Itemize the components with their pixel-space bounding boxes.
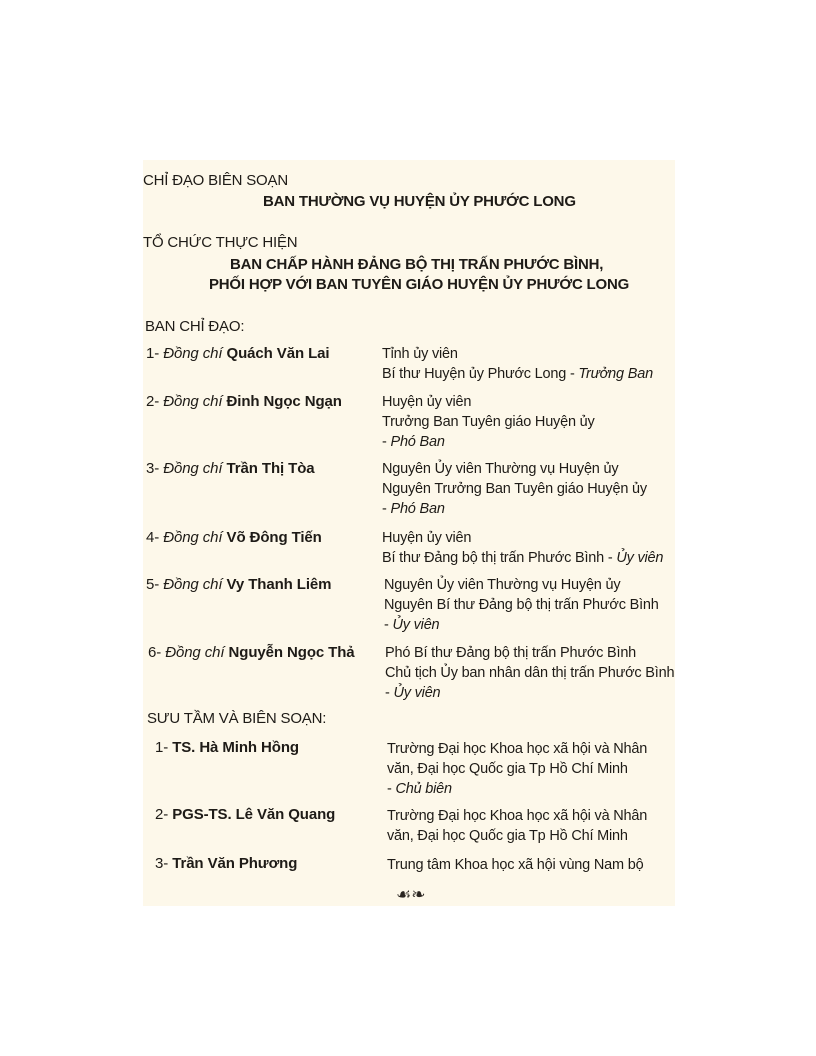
member-roles	[382, 459, 647, 519]
chi-dao-label: CHỈ ĐẠO BIÊN SOẠN	[143, 172, 288, 189]
author-position: Chủ biên	[395, 781, 452, 797]
role-line: Phó Bí thư Đảng bộ thị trấn Phước Bình	[385, 645, 637, 661]
member-name	[146, 460, 315, 477]
member-number: 2-	[146, 393, 160, 410]
author-fullname: Trần Văn Phương	[172, 855, 298, 872]
role-line: -	[382, 501, 391, 517]
author-name	[155, 739, 299, 756]
author-number: 1-	[155, 739, 169, 756]
member-name	[146, 576, 331, 593]
author-fullname: PGS-TS. Lê Văn Quang	[172, 806, 336, 823]
member-number: 6-	[148, 644, 162, 661]
member-roles	[382, 344, 653, 384]
author-roles	[387, 806, 647, 846]
member-fullname: Nguyễn Ngọc Thả	[228, 644, 355, 661]
role-line: Bí thư Huyện ủy Phước Long -	[382, 366, 579, 382]
role-line: Trường Đại học Khoa học xã hội và Nhân	[387, 808, 648, 824]
role-line: Chủ tịch Ủy ban nhân dân thị trấn Phước Bình	[385, 665, 675, 681]
role-line: Huyện ủy viên	[382, 394, 472, 410]
suu-tam-label: SƯU TẦM VÀ BIÊN SOẠN:	[147, 710, 327, 727]
member-position: Ủy viên	[393, 685, 441, 701]
chi-dao-body: BAN THƯỜNG VỤ HUYỆN ỦY PHƯỚC LONG	[263, 193, 576, 210]
member-number: 4-	[146, 529, 160, 546]
role-line: Bí thư Đảng bộ thị trấn Phước Bình -	[382, 550, 617, 566]
member-title: Đồng chí	[163, 393, 223, 410]
role-line: Nguyên Ủy viên Thường vụ Huyện ủy	[382, 461, 619, 477]
role-line: Tỉnh ủy viên	[382, 346, 458, 362]
member-name	[146, 393, 342, 410]
author-fullname: TS. Hà Minh Hồng	[172, 739, 299, 756]
member-roles	[382, 392, 595, 452]
member-number: 5-	[146, 576, 160, 593]
author-roles	[387, 739, 647, 799]
role-line: văn, Đại học Quốc gia Tp Hồ Chí Minh	[387, 828, 628, 844]
member-fullname: Quách Văn Lai	[226, 345, 330, 362]
to-chuc-line-1: BAN CHẤP HÀNH ĐẢNG BỘ THỊ TRẤN PHƯỚC BÌNH,	[230, 256, 604, 273]
role-line: Trưởng Ban Tuyên giáo Huyện ủy	[382, 414, 595, 430]
role-line: Nguyên Ủy viên Thường vụ Huyện ủy	[384, 577, 621, 593]
member-number: 3-	[146, 460, 160, 477]
role-line: -	[387, 781, 396, 797]
role-line: Trường Đại học Khoa học xã hội và Nhân	[387, 741, 648, 757]
member-name	[146, 529, 322, 546]
member-fullname: Vy Thanh Liêm	[226, 576, 332, 593]
member-position: Ủy viên	[392, 617, 440, 633]
role-line: Nguyên Trưởng Ban Tuyên giáo Huyện ủy	[382, 481, 647, 497]
role-line: -	[384, 617, 393, 633]
author-roles	[387, 855, 643, 875]
ban-chi-dao-label: BAN CHỈ ĐẠO:	[145, 318, 245, 335]
member-name	[146, 345, 329, 362]
role-line: văn, Đại học Quốc gia Tp Hồ Chí Minh	[387, 761, 628, 777]
member-name	[148, 644, 355, 661]
author-number: 2-	[155, 806, 169, 823]
member-position: Trưởng Ban	[578, 366, 653, 382]
member-number: 1-	[146, 345, 160, 362]
member-title: Đồng chí	[163, 345, 223, 362]
member-fullname: Võ Đông Tiến	[226, 529, 322, 546]
member-fullname: Trần Thị Tòa	[226, 460, 315, 477]
ornament: ☙❧	[396, 885, 426, 905]
role-line: Trung tâm Khoa học xã hội vùng Nam bộ	[387, 857, 644, 873]
to-chuc-label: TỔ CHỨC THỰC HIỆN	[143, 234, 298, 251]
member-position: Ủy viên	[616, 550, 664, 566]
role-line: Huyện ủy viên	[382, 530, 472, 546]
member-roles	[384, 575, 659, 635]
member-title: Đồng chí	[165, 644, 225, 661]
member-roles	[385, 643, 674, 703]
member-position: Phó Ban	[390, 501, 445, 517]
member-title: Đồng chí	[163, 576, 223, 593]
member-position: Phó Ban	[390, 434, 445, 450]
author-name	[155, 806, 335, 823]
member-roles	[382, 528, 663, 568]
member-fullname: Đinh Ngọc Ngạn	[226, 393, 342, 410]
member-title: Đồng chí	[163, 460, 223, 477]
author-number: 3-	[155, 855, 169, 872]
member-title: Đồng chí	[163, 529, 223, 546]
role-line: -	[382, 434, 391, 450]
role-line: Nguyên Bí thư Đảng bộ thị trấn Phước Bình	[384, 597, 659, 613]
role-line: -	[385, 685, 394, 701]
to-chuc-line-2: PHỐI HỢP VỚI BAN TUYÊN GIÁO HUYỆN ỦY PHƯỚC LONG	[209, 276, 630, 293]
author-name	[155, 855, 297, 872]
